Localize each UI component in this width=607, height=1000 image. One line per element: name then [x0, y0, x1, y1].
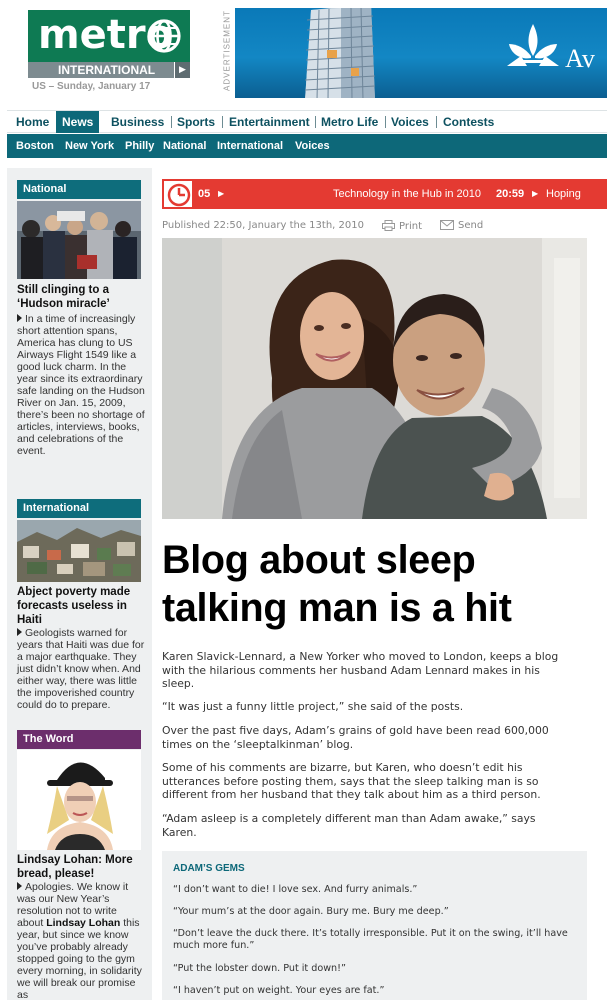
nav-separator [436, 116, 437, 128]
summary-text: Apologies. We know it was our New Year’s resolution not to write about [17, 881, 129, 929]
haiti-thumbnail[interactable] [17, 520, 141, 582]
sidebar-summary-haiti [17, 627, 145, 711]
sidebar-heading-international[interactable]: International [17, 499, 141, 518]
article-paragraph: Over the past five days, Adam’s grains of gold have been read 600,000 times on the ‘sleeptalkinman’ blog. [162, 724, 549, 751]
adams-gems-box [162, 851, 587, 1000]
hudson-crowd-thumbnail[interactable] [17, 201, 141, 279]
subnav-national[interactable]: National [163, 140, 207, 152]
send-label: Send [458, 220, 484, 231]
edition-label: INTERNATIONAL [58, 63, 156, 77]
metro-logo[interactable] [28, 10, 190, 62]
bullet-arrow-icon [17, 314, 22, 322]
article-paragraph: “Adam asleep is a completely different man than Adam awake,” says Karen. [162, 812, 536, 839]
secondary-nav [7, 134, 607, 158]
sidebar [7, 168, 152, 1000]
photo-image [17, 201, 141, 279]
advertisement-label: ADVERTISEMENT [222, 10, 232, 91]
nav-voices[interactable]: Voices [391, 115, 429, 129]
building-image [293, 8, 391, 98]
article-photo [162, 238, 587, 519]
sidebar-heading-national[interactable]: National [17, 180, 141, 199]
clock-icon [162, 179, 194, 209]
edition-selector[interactable] [28, 62, 190, 78]
dateline: US – Sunday, January 17 [32, 81, 151, 92]
bullet-arrow-icon [17, 882, 22, 890]
article-paragraph: Karen Slavick-Lennard, a New Yorker who moved to London, keeps a blog with the hilarious comments her husband Adam Lennard makes in his sleep. [162, 650, 559, 690]
chevron-right-icon: ▶ [174, 62, 190, 78]
ticker-time: 05 [198, 188, 211, 200]
sidebar-headline-haiti[interactable]: Abject poverty made forecasts useless in Haiti [17, 586, 131, 626]
published-date: Published 22:50, January the 13th, 2010 [162, 220, 364, 231]
nav-business[interactable]: Business [111, 115, 165, 129]
subnav-voices[interactable]: Voices [295, 140, 330, 152]
advertisement-banner[interactable] [235, 8, 607, 98]
summary-text: In a time of increasingly short attention spans, America has clung to US Airways Flight 1549 like a good luck charm. In the year since its extraordinary safe landing on the Hudson River on Jan. 15, 2009, there’s been no shortage of articles, interviews, books, and celebrations of the event. [17, 313, 145, 457]
ticker-headline-hoping[interactable]: Hoping [546, 188, 581, 200]
gem-quote: “Your mum’s at the door again. Bury me. Bury me deep.” [173, 906, 449, 917]
sidebar-heading-the-word[interactable]: The Word [17, 730, 141, 749]
ticker-time: 20:59 [496, 188, 525, 200]
sidebar-headline-lohan[interactable]: Lindsay Lohan: More bread, please! [17, 854, 133, 880]
primary-nav [7, 110, 607, 133]
fleur-de-lis-icon [503, 22, 563, 74]
subnav-international[interactable]: International [217, 140, 284, 152]
nav-separator [171, 116, 172, 128]
print-button[interactable] [382, 220, 422, 233]
ticker-headline-technology[interactable]: Technology in the Hub in 2010 [333, 188, 481, 200]
print-label: Print [399, 221, 423, 232]
nav-sports[interactable]: Sports [177, 115, 216, 129]
lindsay-lohan-thumbnail[interactable] [17, 750, 141, 850]
nav-separator [315, 116, 316, 128]
sidebar-summary-lohan [17, 881, 145, 1000]
gem-quote: “I don’t want to die! I love sex. And furry animals.” [173, 884, 418, 895]
photo-image [17, 520, 141, 582]
ad-brand-text: Av [565, 44, 595, 73]
subnav-boston[interactable]: Boston [16, 140, 54, 152]
site-header [0, 0, 607, 102]
news-ticker [162, 179, 607, 209]
gem-quote: “Put the lobster down. Put it down!” [173, 963, 346, 974]
gem-quote: “I haven’t put on weight. Your eyes are fat.” [173, 985, 385, 996]
sidebar-summary-hudson [17, 313, 145, 457]
summary-bold-name: Lindsay Lohan [46, 917, 121, 929]
gems-title: ADAM’S GEMS [173, 863, 245, 874]
ticker-arrow-icon: ▶ [218, 189, 225, 198]
sidebar-headline-hudson[interactable]: Still clinging to a ‘Hudson miracle’ [17, 284, 110, 310]
summary-text: this year, but since we know you’ve probably already stopped going to the gym every morning, in solidarity we will break our promise as [17, 917, 142, 1000]
subnav-philly[interactable]: Philly [125, 140, 155, 152]
nav-news[interactable]: News [56, 111, 99, 133]
couple-photo-image [162, 238, 587, 519]
photo-image [17, 750, 141, 850]
globe-icon [146, 18, 182, 54]
nav-metro-life[interactable]: Metro Life [321, 115, 379, 129]
nav-contests[interactable]: Contests [443, 115, 495, 129]
send-button[interactable] [440, 220, 483, 232]
envelope-icon [440, 220, 454, 230]
gem-quote: “Don’t leave the duck there. It’s totally irresponsible. Put it on the swing, it’ll have much more fun.” [173, 928, 568, 951]
article-paragraph: “It was just a funny little project,” she said of the posts. [162, 700, 464, 713]
nav-home[interactable]: Home [16, 115, 50, 129]
printer-icon [382, 220, 395, 231]
article-headline: Blog about sleep talking man is a hit [162, 538, 512, 630]
ticker-arrow-icon: ▶ [532, 189, 539, 198]
nav-entertainment[interactable]: Entertainment [229, 115, 310, 129]
nav-separator [222, 116, 223, 128]
subnav-new-york[interactable]: New York [65, 140, 115, 152]
logo-text: metro [38, 12, 174, 58]
bullet-arrow-icon [17, 628, 22, 636]
article-paragraph: Some of his comments are bizarre, but Karen, who doesn’t edit his utterances before posting them, says that the sleep talking man is so different from her husband that they talk about him as a third person. [162, 761, 541, 801]
nav-separator [385, 116, 386, 128]
summary-text: Geologists warned for years that Haiti was due for a major earthquake. They just didn’t know when. And either way, there was little the impoverished country could do to prepare. [17, 627, 145, 711]
